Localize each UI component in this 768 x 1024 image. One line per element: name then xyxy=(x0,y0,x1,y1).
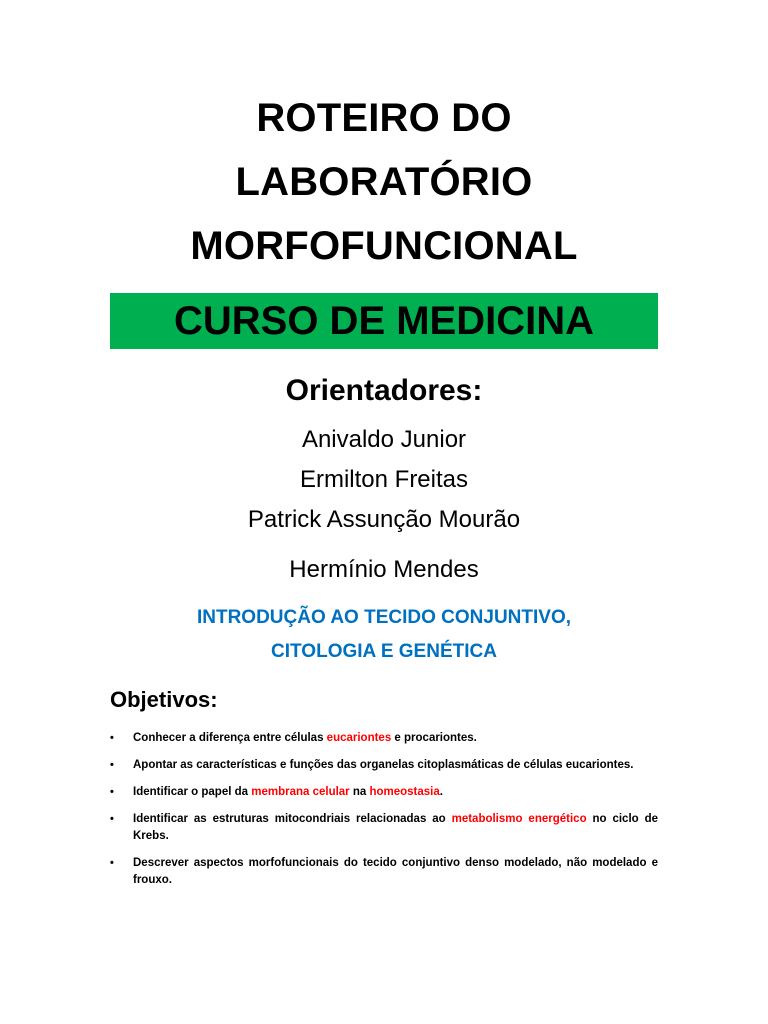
objetivo-text: Conhecer a diferença entre células xyxy=(133,732,327,744)
intro-title-line-1: INTRODUÇÃO AO TECIDO CONJUNTIVO, xyxy=(196,607,572,628)
objetivo-text: no ciclo de Krebs. xyxy=(133,813,658,842)
objetivo-text: Identificar o papel da xyxy=(133,786,252,798)
objetivo-text: Identificar as estruturas mitocondriais relacionadas ao xyxy=(133,813,452,825)
objetivo-item xyxy=(110,855,658,889)
bullet-icon: • xyxy=(110,857,114,869)
objetivo-text: na xyxy=(349,786,370,798)
orientador-name: Patrick Assunção Mourão xyxy=(247,506,521,533)
objetivo-highlight: homeostasia xyxy=(369,786,440,798)
objetivo-highlight: metabolismo energético xyxy=(451,813,587,825)
objetivo-item xyxy=(110,811,658,845)
objetivo-item xyxy=(110,757,658,774)
objetivo-text: Descrever aspectos morfofuncionais do tecido conjuntivo denso modelado, não modelado e frouxo. xyxy=(133,857,658,886)
intro-title-line-2: CITOLOGIA E GENÉTICA xyxy=(271,641,497,662)
bullet-icon: • xyxy=(110,786,114,798)
objetivos-list xyxy=(110,730,658,899)
title-line-3: MORFOFUNCIONAL xyxy=(190,224,578,268)
bullet-icon: • xyxy=(110,732,114,744)
objetivo-text: e procariontes. xyxy=(391,732,477,744)
bullet-icon: • xyxy=(110,759,114,771)
objetivo-highlight: eucariontes xyxy=(326,732,392,744)
orientador-name: Anivaldo Junior xyxy=(301,426,467,453)
objetivo-text: Apontar as características e funções das organelas citoplasmáticas de células eucariontes. xyxy=(133,759,634,771)
orientador-name: Ermilton Freitas xyxy=(299,466,469,493)
objetivo-text: . xyxy=(439,786,443,798)
objetivo-highlight: membrana celular xyxy=(251,786,350,798)
title-line-1: ROTEIRO DO xyxy=(256,96,512,140)
course-banner-text: CURSO DE MEDICINA xyxy=(173,299,595,343)
objetivos-heading: Objetivos: xyxy=(110,687,218,712)
orientadores-heading: Orientadores: xyxy=(285,374,483,407)
objetivo-item xyxy=(110,784,658,801)
objetivo-item xyxy=(110,730,658,747)
title-line-2: LABORATÓRIO xyxy=(235,160,533,204)
bullet-icon: • xyxy=(110,813,114,825)
orientador-name: Hermínio Mendes xyxy=(289,556,479,583)
course-banner xyxy=(110,293,658,349)
